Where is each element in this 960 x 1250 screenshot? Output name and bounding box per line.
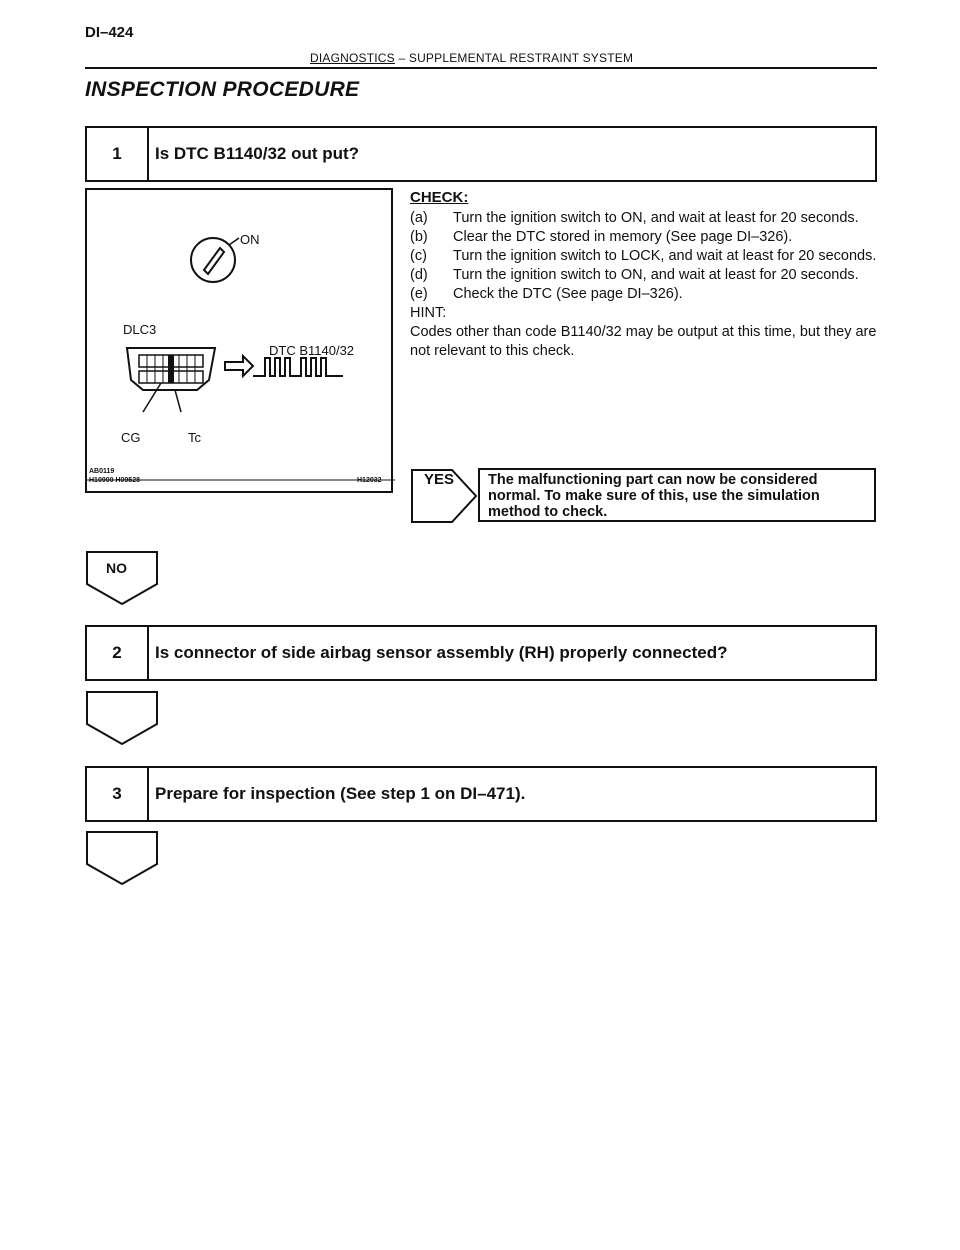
- running-header: [310, 51, 633, 65]
- ignition-switch-icon: [191, 238, 235, 282]
- yes-label: YES: [424, 471, 455, 488]
- figure-id-2: H10900 H09528: [89, 477, 140, 484]
- header-separator: –: [398, 51, 406, 65]
- check-item-text: Turn the ignition switch to ON, and wait at least for 20 seconds.: [453, 267, 859, 283]
- switch-on-label: ON: [240, 232, 260, 247]
- step-1-box: [85, 126, 877, 182]
- check-item-letter: (d): [410, 267, 428, 283]
- step-2-box: [85, 625, 877, 681]
- check-item-text: Turn the ignition switch to ON, and wait at least for 20 seconds.: [453, 210, 859, 226]
- page-title: INSPECTION PROCEDURE: [85, 78, 360, 101]
- check-item: [410, 266, 880, 285]
- check-item-letter: (c): [410, 248, 427, 264]
- dlc3-label: DLC3: [123, 322, 157, 337]
- check-item: [410, 247, 880, 266]
- step-3-text: Prepare for inspection (See step 1 on DI–471).: [155, 784, 526, 803]
- dtc-waveform: [253, 358, 343, 376]
- check-section: [410, 188, 880, 361]
- dlc3-figure: [85, 188, 393, 493]
- check-item-letter: (a): [410, 210, 428, 226]
- hint-label: HINT:: [410, 305, 447, 321]
- check-item-text: Check the DTC (See page DI–326).: [453, 286, 683, 302]
- check-item-text: Turn the ignition switch to LOCK, and wait at least for 20 seconds.: [453, 248, 877, 264]
- check-item: [410, 285, 880, 304]
- yes-result-box: The malfunctioning part can now be considered normal. To make sure of this, use the simulation method to check.: [478, 468, 876, 522]
- page-number: DI–424: [85, 24, 134, 41]
- step-2-number: 2: [87, 627, 149, 679]
- check-item: [410, 228, 880, 247]
- check-item-text: Clear the DTC stored in memory (See page DI–326).: [453, 229, 793, 245]
- step-1-text: Is DTC B1140/32 out put?: [155, 144, 360, 163]
- header-subsection: SUPPLEMENTAL RESTRAINT SYSTEM: [408, 51, 634, 65]
- check-item-letter: (b): [410, 229, 428, 245]
- check-item: [410, 209, 880, 228]
- terminal-tc-label: Tc: [188, 430, 201, 445]
- header-section: DIAGNOSTICS: [310, 51, 395, 65]
- down-arrow-icon: [85, 830, 159, 886]
- dlc3-connector-icon: [127, 348, 215, 412]
- figure-id-1: AB0119: [89, 468, 115, 475]
- header-rule: [85, 67, 877, 69]
- down-arrow-icon: [85, 690, 159, 746]
- hint-text: Codes other than code B1140/32 may be output at this time, but they are not relevant to this check.: [410, 324, 877, 359]
- dtc-code-label: DTC B1140/32: [269, 343, 355, 358]
- step-3-box: [85, 766, 877, 822]
- check-heading: CHECK:: [410, 189, 469, 206]
- terminal-cg-label: CG: [121, 430, 141, 445]
- figure-id-3: H12032: [357, 477, 382, 484]
- no-arrow-icon: [85, 550, 159, 606]
- step-2-text: Is connector of side airbag sensor assembly (RH) properly connected?: [155, 643, 728, 662]
- output-arrow-icon: [225, 356, 253, 376]
- no-label: NO: [106, 560, 127, 576]
- check-item-letter: (e): [410, 286, 428, 302]
- step-1-number: 1: [87, 128, 149, 180]
- step-3-number: 3: [87, 768, 149, 820]
